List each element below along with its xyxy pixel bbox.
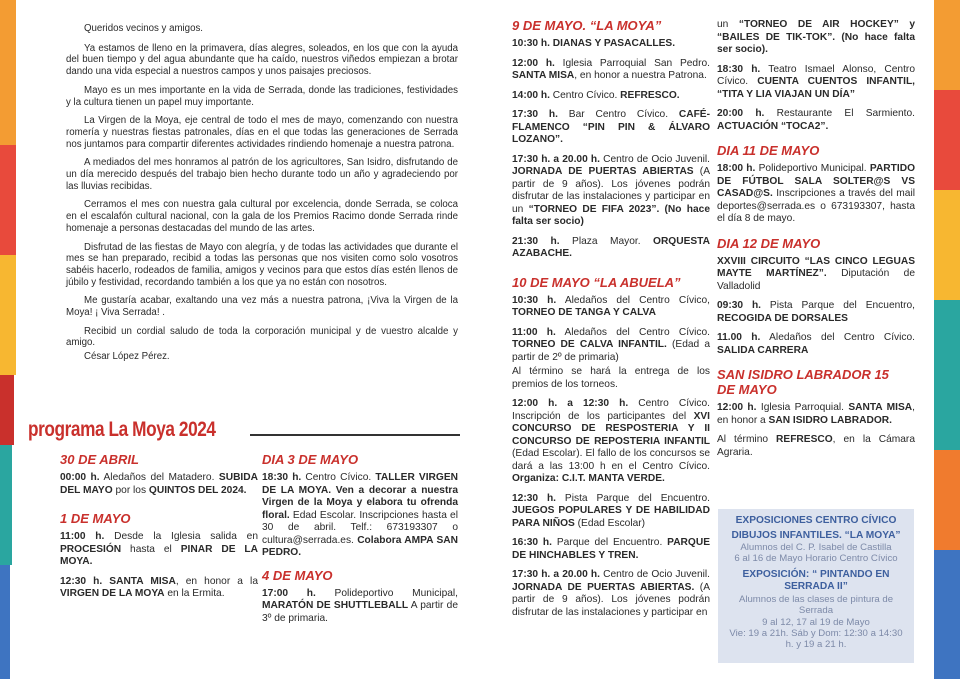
event: 21:30 h. Plaza Mayor. ORQUESTA AZABACHE. [512, 235, 710, 259]
right-stripe-teal [934, 300, 960, 450]
exhibitions-box [718, 509, 914, 663]
right-stripe-red [934, 90, 960, 190]
left-stripe-darkred [0, 375, 14, 445]
event: 11:00 h. Desde la Iglesia salida en PROCESIÓN hasta el PINAR DE LA MOYA. [60, 531, 259, 567]
program-title: programa La Moya 2024 [28, 418, 216, 441]
expo-line: Alumnos del C. P. Isabel de Castilla [740, 542, 892, 553]
day-heading: 9 DE MAYO. “LA MOYA” [512, 18, 662, 33]
letter-paragraph: A mediados del mes honramos al patrón de los agricultores, San Isidro, disfrutando de un día merecido después del trabajo bien hecho durante todo un año y agradeciendo por las lluvias recibidas. [66, 157, 458, 192]
schedule-column-2 [262, 446, 458, 632]
schedule-column-1 [60, 446, 258, 608]
event: 12:30 h. SANTA MISA, en honor a la VIRGEN DE LA MOYA en la Ermita. [60, 575, 258, 599]
letter-paragraph: Mayo es un mes importante en la vida de Serrada, donde las tradiciones, festividades y la cultura tienen un papel muy importante. [66, 84, 458, 108]
left-stripe-blue [0, 565, 10, 679]
day-heading: DIA 12 DE MAYO [717, 235, 821, 251]
event: un “TORNEO DE AIR HOCKEY” y “BAILES DE TIK-TOK”. (No hace falta ser socio). [717, 19, 915, 55]
letter-paragraph: Cerramos el mes con nuestra gala cultural por excelencia, donde Serrada, se coloca en el escalafón cultural nacional, con la gala de los Premios Racimo donde Serrada rinde homenaje a personas destacadas del mundo de las artes. [66, 199, 458, 234]
event: 11:00 h. Aledaños del Centro Cívico. TORNEO DE CALVA INFANTIL. (Edad a partir de 2º de primaria) [512, 326, 711, 363]
right-stripe-orange2 [934, 450, 960, 550]
expo-line: Vie: 19 a 21h. Sáb y Dom: 12:30 a 14:30 h. y 19 a 21 h. [729, 628, 903, 651]
event: 12:00 h. Iglesia Parroquial. SANTA MISA, en honor a SAN ISIDRO LABRADOR. [717, 402, 915, 426]
program-heading [28, 418, 460, 440]
day-heading: DIA 11 DE MAYO [717, 143, 820, 158]
left-stripe-yellow [0, 255, 16, 375]
event: 12:00 h. a 12:30 h. Centro Cívico. Inscripción de los participantes del XVI CONCURSO DE RESPOSTERIA Y II CONCURSO DE REPOSTERIA INFANTIL (Edad Escolar). El fallo de los concursos se dará a las 13:00 h en el Centro Cívico. Organiza: C.I.T. MANTA VERDE. [512, 398, 710, 484]
left-stripe-orange [0, 0, 16, 145]
event: 17:30 h. a 20.00 h. Centro de Ocio Juvenil. JORNADA DE PUERTAS ABIERTAS. (A partir de 9 años). Los jóvenes podrán disfrutar de las instalaciones y participar en [512, 569, 710, 618]
event: 12:30 h. Pista Parque del Encuentro. JUEGOS POPULARES Y DE HABILIDAD PARA NIÑOS (Edad Escolar) [512, 492, 710, 529]
letter-paragraph: Disfrutad de las fiestas de Mayo con alegría, y de todas las actividades que durante el mes se han preparado, recibid a todas las personas que nos visiten como solo vosotros sabéis hacerlo, rodeados de familia, amigos y vecinos para que estos días estén llenos de júbilo y festividad, recordando también a los que ya no están con nosotros. [66, 241, 458, 288]
right-stripe-orange [934, 0, 960, 90]
day-heading: 1 DE MAYO [60, 511, 131, 526]
left-stripe-red [0, 145, 16, 255]
event: 17:30 h. a 20.00 h. Centro de Ocio Juvenil. JORNADA DE PUERTAS ABIERTAS (A partir de 9 años). Los jóvenes podrán disfrutar de las instalaciones y participar en un “TORNEO DE FIFA 2023”. (No hace falta ser socio) [512, 153, 710, 227]
day-heading: SAN ISIDRO LABRADOR 15 DE MAYO [717, 367, 889, 397]
event: 09:30 h. Pista Parque del Encuentro, RECOGIDA DE DORSALES [717, 300, 915, 324]
right-stripe-blue [934, 550, 960, 679]
event: 14:00 h. Centro Cívico. REFRESCO. [512, 89, 680, 101]
welcome-letter [66, 23, 458, 370]
day-heading: 4 DE MAYO [262, 567, 333, 583]
expo-line: 9 al 12, 17 al 19 de Mayo [762, 616, 870, 628]
expo-subtitle: DIBUJOS INFANTILES. “LA MOYA” [731, 529, 901, 541]
event: 00:00 h. Aledaños del Matadero. SUBIDA DEL MAYO por los QUINTOS DEL 2024. [60, 472, 258, 496]
event: 18:00 h. Polideportivo Municipal. PARTIDO DE FÚTBOL SALA SOLTER@S VS CASAD@S. Inscripciones a través del mail deportes@serrada.es o 673193307, hasta el día 8 de mayo. [717, 163, 915, 224]
event: 16:30 h. Parque del Encuentro. PARQUE DE HINCHABLES Y TREN. [512, 537, 710, 561]
event: 17:30 h. Bar Centro Cívico. CAFÉ-FLAMENCO “PIN PIN & ÁLVARO LOZANO”. [512, 109, 710, 145]
schedule-column-3 [512, 12, 710, 626]
event: 10:30 h. Aledaños del Centro Cívico, TORNEO DE TANGA Y CALVA [512, 294, 710, 318]
event: 18:30 h. Centro Cívico. TALLER VIRGEN DE LA MOYA. Ven a decorar a nuestra Virgen de la Moya y elabora tu ofrenda floral. Edad Escolar. Inscripciones hasta el 30 de abril. Telf.: 673193307 o cultura@serrada.es. Colabora AMPA SAN PEDRO. [262, 472, 458, 558]
event: Al término REFRESCO, en la Cámara Agraria. [717, 434, 915, 458]
left-stripe-teal [0, 445, 12, 565]
event: 11.00 h. Aledaños del Centro Cívico. SALIDA CARRERA [717, 332, 915, 356]
day-heading: 10 DE MAYO “LA ABUELA” [512, 274, 681, 290]
event: 17:00 h. Polideportivo Municipal, MARATÓN DE SHUTTLEBALL A partir de 3º de primaria. [262, 587, 458, 624]
expo-title: EXPOSICIONES CENTRO CÍVICO [735, 515, 897, 526]
expo-line: Alumnos de las clases de pintura de Serrada [738, 593, 894, 617]
program-title-rule [250, 434, 460, 436]
letter-paragraph: Me gustaría acabar, exaltando una vez más a nuestra patrona, ¡Viva la Virgen de la Moya! ¡ Viva Serrada! . [66, 295, 458, 319]
event: 18:30 h. Teatro Ismael Alonso, Centro Cívico. CUENTA CUENTOS INFANTIL, “TITA Y LIA VIAJAN UN DÍA” [717, 63, 916, 100]
letter-signature: César López Pérez. [84, 351, 170, 363]
expo-subtitle: EXPOSICIÓN: “ PINTANDO EN SERRADA II” [742, 568, 890, 593]
schedule-column-4 [717, 19, 915, 466]
right-stripe-yellow [934, 190, 960, 300]
event: 10:30 h. DIANAS Y PASACALLES. [512, 38, 676, 49]
letter-paragraph: Recibid un cordial saludo de toda la corporación municipal y de vuestro alcalde y amigo. [66, 325, 458, 349]
event: Al término se hará la entrega de los premios de los torneos. [512, 366, 710, 390]
expo-line: 6 al 16 de Mayo Horario Centro Cívico [734, 553, 898, 565]
event: XXVIII CIRCUITO “LAS CINCO LEGUAS MAYTE MARTÍNEZ”. Diputación de Valladolid [717, 255, 915, 292]
letter-paragraph: La Virgen de la Moya, eje central de todo el mes de mayo, comenzando con nuestra romería y nuestras fiestas patronales, días en el que todas las generaciones de Serrada nos juntamos para compartir diferentes actividades rindiendo homenaje a nuestra patrona. [66, 115, 458, 150]
event: 12:00 h. Iglesia Parroquial San Pedro. SANTA MISA, en honor a nuestra Patrona. [512, 57, 710, 81]
letter-paragraph: Ya estamos de lleno en la primavera, días alegres, soleados, en los que con la ayuda del buen tiempo y del agua abundante que ha caído, nuestros viñedos empiezan a brotar dando una vida especial a nuestros campos y unos paisajes preciosos. [66, 42, 458, 78]
day-heading: 30 DE ABRIL [60, 452, 139, 467]
letter-greeting: Queridos vecinos y amigos. [84, 23, 203, 34]
event: 20:00 h. Restaurante El Sarmiento. ACTUACIÓN “TOCA2”. [717, 108, 915, 132]
day-heading: DIA 3 DE MAYO [262, 452, 359, 467]
